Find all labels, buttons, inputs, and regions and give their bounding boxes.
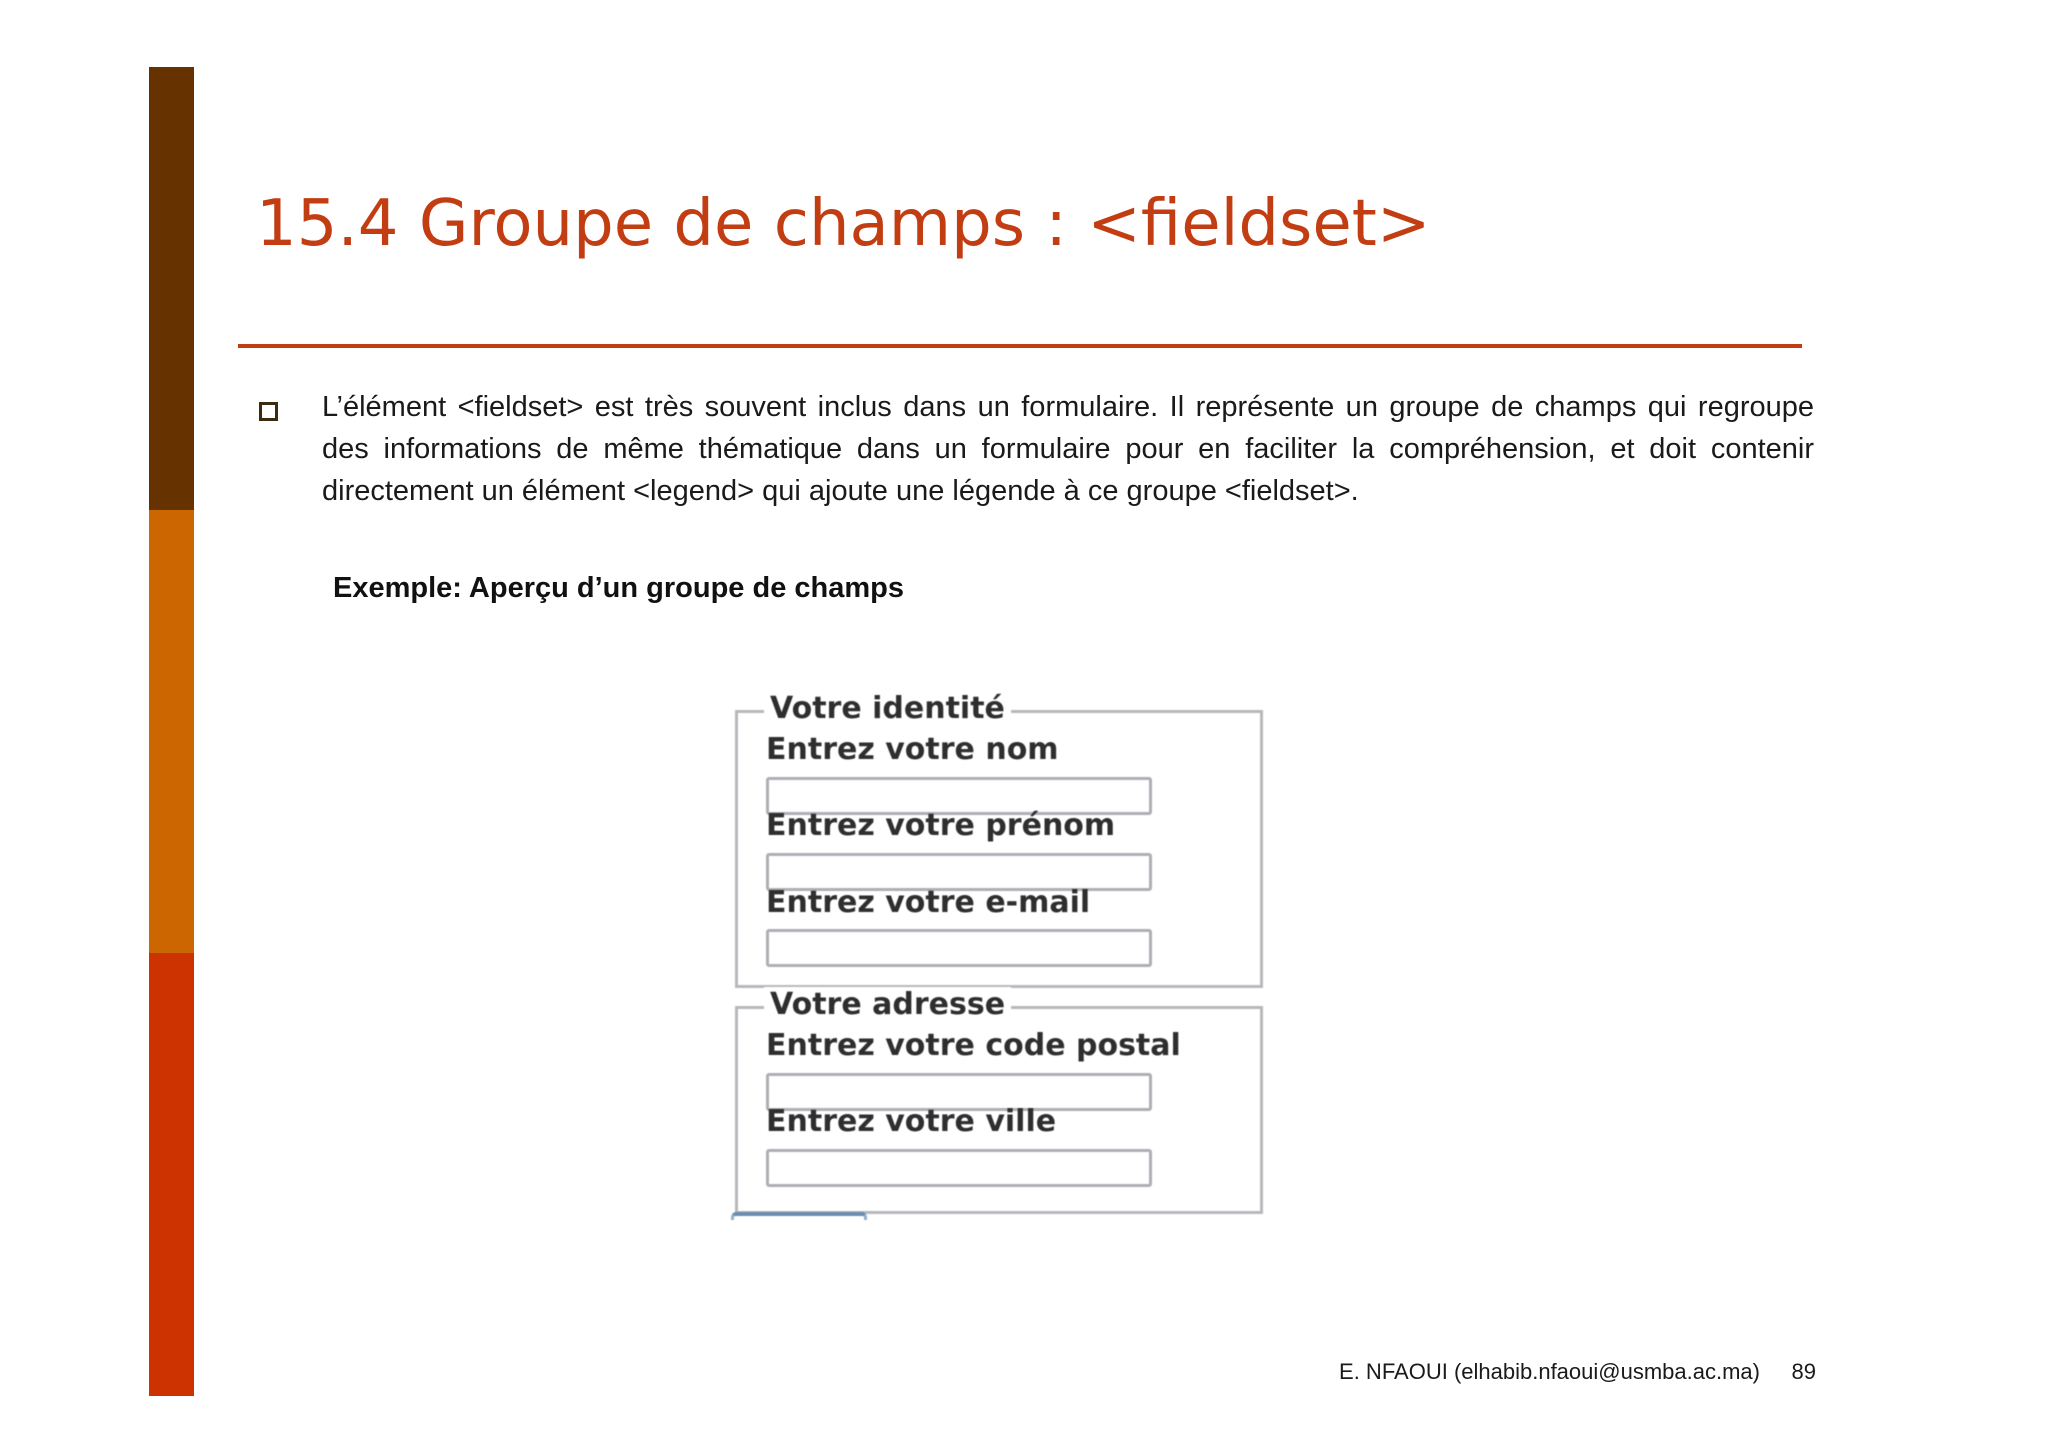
field-label: Entrez votre e-mail — [766, 885, 1091, 920]
submit-button-partial[interactable] — [731, 1212, 867, 1220]
fieldset-legend: Votre identité — [764, 691, 1011, 727]
side-bar-brown — [149, 67, 194, 510]
slide-title: 15.4 Groupe de champs : <fieldset> — [256, 187, 1431, 261]
example-heading: Exemple: Aperçu d’un groupe de champs — [333, 572, 904, 604]
field-label: Entrez votre nom — [766, 732, 1059, 767]
email-input[interactable] — [766, 929, 1152, 967]
page-number: 89 — [1791, 1359, 1816, 1384]
field-label: Entrez votre prénom — [766, 808, 1116, 843]
field-label: Entrez votre code postal — [766, 1028, 1181, 1063]
field-label: Entrez votre ville — [766, 1104, 1057, 1139]
bullet-paragraph: L’élément <fieldset> est très souvent inclus dans un formulaire. Il représente un groupe de champs qui regroupe des informations de même thématique dans un formulaire pour en faciliter la compréhension, et doit contenir directement un élément <legend> qui ajoute une légende à ce groupe <fieldset>. — [322, 391, 1814, 507]
footer-author: E. NFAOUI (elhabib.nfaoui@usmba.ac.ma) — [1339, 1359, 1760, 1384]
fieldset-identity — [735, 691, 1263, 988]
fieldset-address — [735, 987, 1263, 1214]
city-input[interactable] — [766, 1149, 1152, 1187]
form-example-screenshot — [727, 686, 1287, 1226]
square-bullet-icon — [259, 402, 278, 421]
fieldset-legend: Votre adresse — [764, 987, 1011, 1023]
side-bar-orange — [149, 510, 194, 953]
title-divider — [238, 344, 1802, 348]
side-bar-red — [149, 953, 194, 1396]
